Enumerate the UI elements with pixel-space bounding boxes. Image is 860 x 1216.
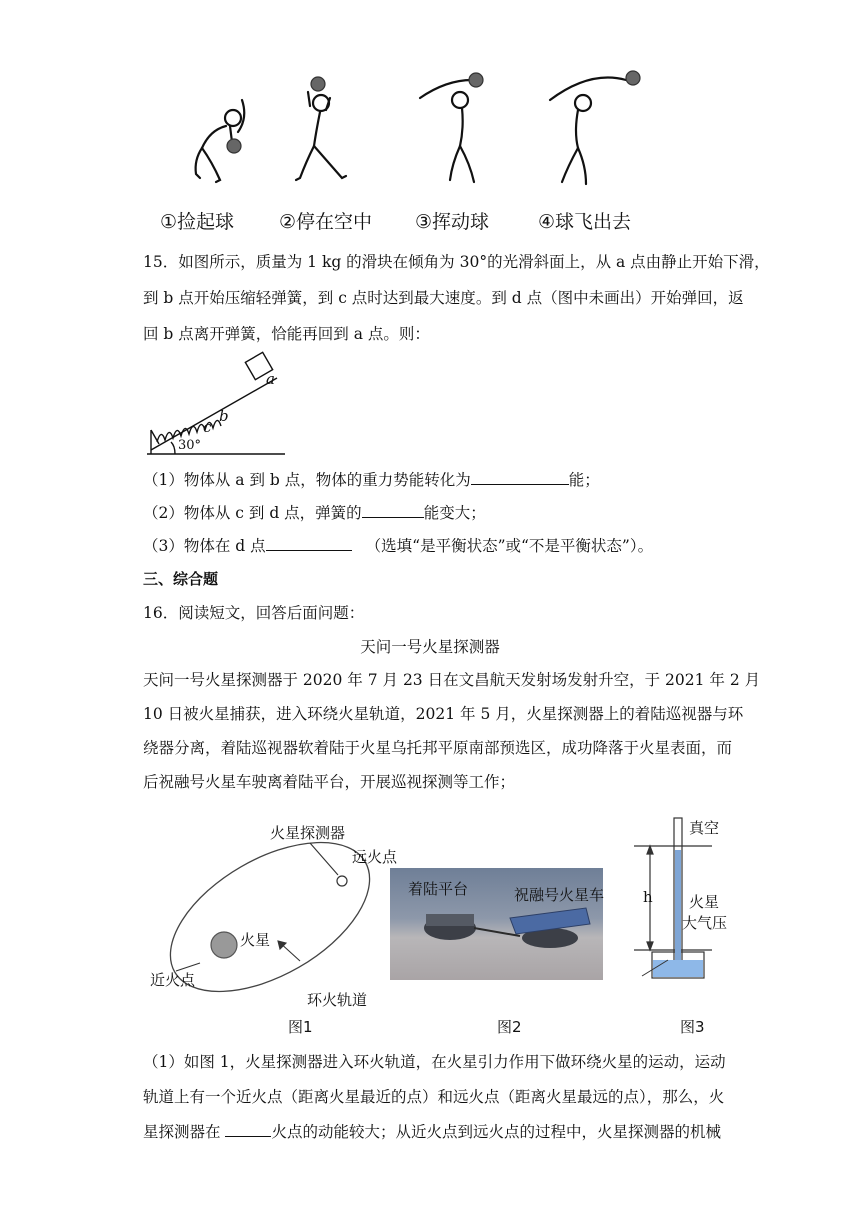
article-line-3: 绕器分离，着陆巡视器软着陆于火星乌托邦平原南部预选区，成功降落于火星表面，而 (143, 739, 733, 757)
ball-3 (469, 73, 483, 87)
article-line-4: 后祝融号火星车驶离着陆平台，开展巡视探测等工作； (143, 773, 516, 791)
q16-sub1-text-after: 火点的动能较大；从近火点到远火点的过程中，火星探测器的机械 (271, 1123, 721, 1141)
q15-sub2-text-after: 能变大； (423, 504, 486, 522)
probe-marker (337, 876, 347, 886)
q16-sub1-line-2: 轨道上有一个近火点（距离火星最近的点）和远火点（距离火星最远的点），那么，火 (143, 1088, 725, 1106)
q15-sub2-text-before: （2）物体从 c 到 d 点，弹簧的 (143, 504, 362, 522)
q16-stem: 16．阅读短文，回答后面问题： (143, 604, 365, 622)
fig2-platform-label: 着陆平台 (408, 880, 469, 898)
caption-stop-in-air: ②停在空中 (279, 211, 373, 233)
fig3-h-label: h (643, 888, 653, 906)
article-title: 天问一号火星探测器 (360, 638, 500, 656)
article-line-2: 10 日被火星捕获，进入环绕火星轨道，2021 年 5 月，火星探测器上的着陆巡视器与环 (143, 705, 744, 723)
ball-4 (626, 71, 640, 85)
caption-pick-up: ①捡起球 (160, 211, 235, 233)
q15-sub2 (143, 503, 486, 523)
fig1-caption: 图1 (288, 1018, 313, 1036)
q15-stem-line-3: 回 b 点离开弹簧，恰能再回到 a 点。则： (143, 325, 430, 343)
fig1-apoapsis-label: 远火点 (352, 848, 398, 866)
fig2-rover-label: 祝融号火星车 (514, 886, 605, 904)
q15-stem-line-2: 到 b 点开始压缩轻弹簧，到 c 点时达到最大速度。到 d 点（图中未画出）开始弹回，返 (143, 289, 744, 307)
fig3-pressure-label-line2: 大气压 (682, 914, 728, 932)
fig1-periapsis-label: 近火点 (150, 971, 196, 989)
caption-ball-flies: ④球飞出去 (538, 211, 632, 233)
fig2-caption: 图2 (497, 1018, 522, 1036)
q15-sub3-blank[interactable] (266, 536, 352, 551)
fig3-vacuum-label: 真空 (689, 819, 720, 837)
fig3-pressure-label-line1: 火星 (689, 893, 720, 911)
q15-sub2-blank[interactable] (362, 503, 424, 518)
ball-1 (227, 139, 241, 153)
q16-sub1-line-1: （1）如图 1，火星探测器进入环火轨道，在火星引力作用下做环绕火星的运动，运动 (143, 1053, 726, 1071)
q15-sub1-text-after: 能； (568, 471, 600, 489)
incline-label-a: a (266, 370, 275, 388)
q15-sub1-text-before: （1）物体从 a 到 b 点，物体的重力势能转化为 (143, 471, 471, 489)
incline-label-b: b (219, 407, 229, 425)
q16-sub1-text-before: 星探测器在 (143, 1123, 226, 1141)
ball-2 (311, 77, 325, 91)
ball-throw-figure (150, 70, 710, 200)
section-title: 三、综合题 (143, 570, 219, 588)
incline-drawing (145, 350, 290, 460)
incline-angle-label: 30° (178, 438, 202, 453)
mars-planet (211, 932, 237, 958)
article-line-1: 天问一号火星探测器于 2020 年 7 月 23 日在文昌航天发射场发射升空，于 2021 年 2 月 (143, 671, 761, 689)
q16-sub1-blank[interactable] (225, 1122, 271, 1137)
incline-spring-figure (145, 350, 290, 460)
q16-sub1-line-3 (143, 1122, 721, 1142)
fig1-orbit-label: 环火轨道 (307, 991, 368, 1009)
q15-stem-line-1: 15．如图所示，质量为 1 kg 的滑块在倾角为 30°的光滑斜面上，从 a 点由静止开始下滑， (143, 253, 770, 271)
q15-sub3-text-after: （选填“是平衡状态”或“不是平衡状态”）。 (365, 537, 654, 555)
q15-sub1 (143, 470, 600, 490)
fig1-mars-label: 火星 (240, 931, 271, 949)
caption-swing: ③挥动球 (415, 211, 490, 233)
fig1-probe-label: 火星探测器 (270, 824, 346, 842)
q15-sub1-blank[interactable] (471, 470, 569, 485)
stick-figures-drawing (150, 70, 710, 200)
fig3-caption: 图3 (680, 1018, 705, 1036)
q15-sub3-text-before: （3）物体在 d 点 (143, 537, 266, 555)
incline-label-c: c (203, 418, 212, 436)
q15-sub3 (143, 536, 653, 556)
